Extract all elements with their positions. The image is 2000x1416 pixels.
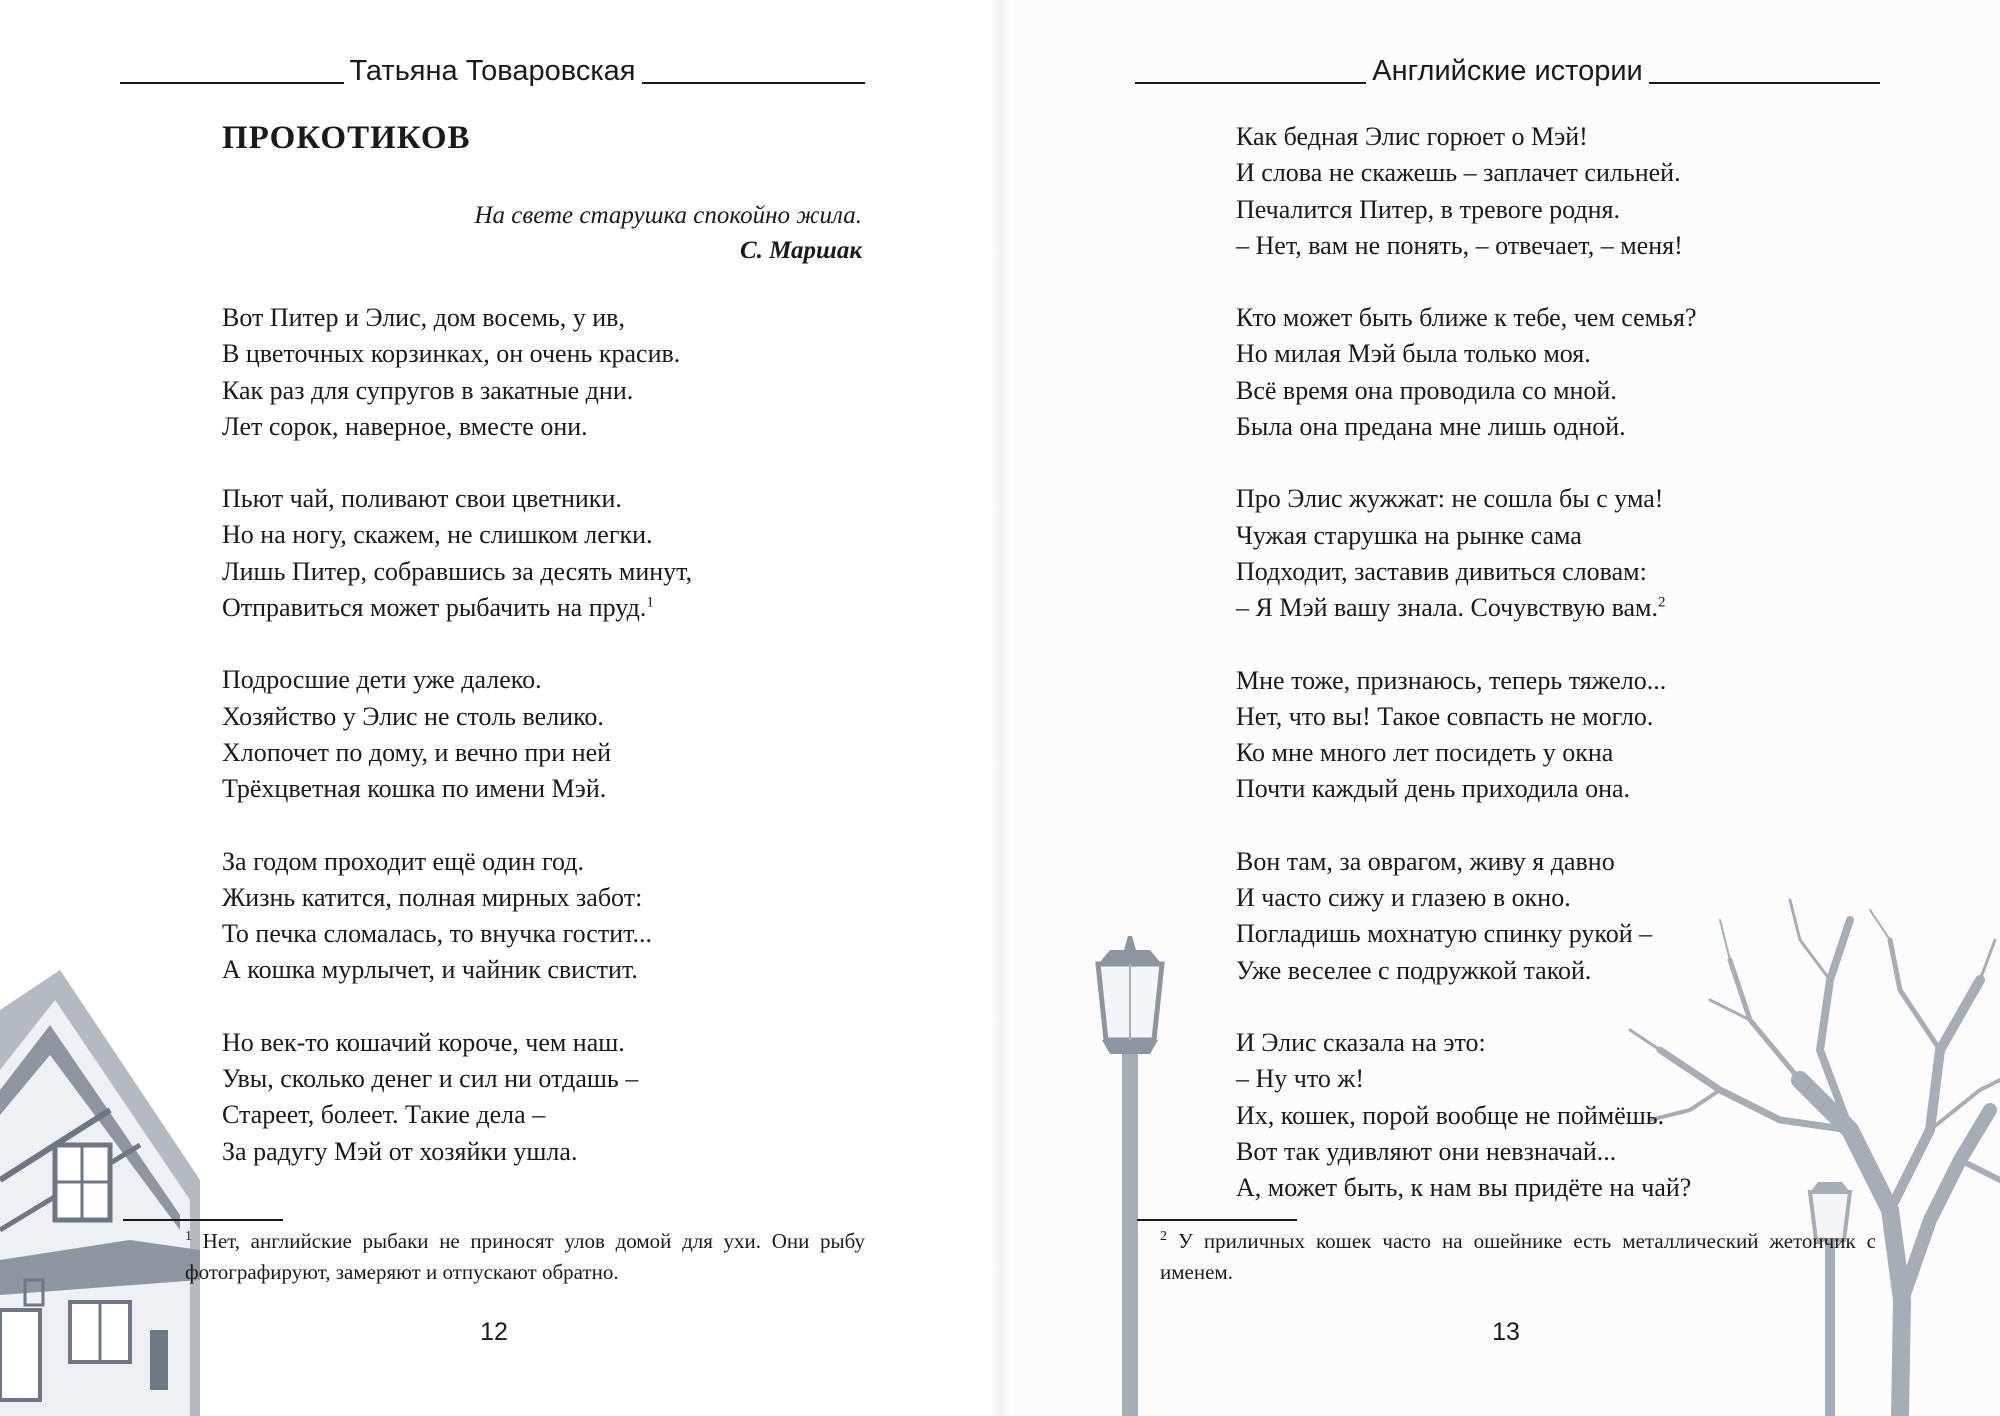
header-rule-right (642, 82, 866, 84)
verse-line: Хозяйство у Элис не столь велико. (222, 701, 604, 731)
poem-verse-left (222, 300, 692, 1206)
footnote-mark: 1 (185, 1229, 192, 1244)
verse-line-with-footnote (1236, 590, 1696, 626)
header-rule-left (120, 82, 344, 84)
verse-line: Их, кошек, порой вообще не поймёшь. (1236, 1100, 1665, 1130)
epigraph (300, 198, 862, 268)
verse-line: Про Элис жужжат: не сошла бы с ума! (1236, 484, 1664, 514)
verse-line: И слова не скажешь – заплачет сильней. (1236, 158, 1681, 188)
running-header (1135, 48, 1880, 88)
verse-line: Вон там, за оврагом, живу я давно (1236, 846, 1615, 876)
verse-line: За радугу Мэй от хозяйки ушла. (222, 1136, 578, 1166)
verse-line: Уже веселее с подружкой такой. (1236, 955, 1592, 985)
stanza (222, 1025, 692, 1170)
footnote (1160, 1226, 1876, 1288)
verse-line: Как бедная Элис горюет о Мэй! (1236, 122, 1588, 151)
footnote-separator (123, 1219, 283, 1221)
verse-line: Стареет, болеет. Такие дела – (222, 1100, 546, 1130)
verse-line: Печалится Питер, в тревоге родня. (1236, 194, 1620, 224)
verse-line: И Элис сказала на это: (1236, 1027, 1486, 1057)
epigraph-line: На свете старушка спокойно жила. (474, 202, 862, 229)
stanza (222, 844, 692, 989)
verse-line: И часто сижу и глазею в окно. (1236, 883, 1571, 913)
footnote-mark: 2 (1160, 1229, 1167, 1244)
running-header-book-title: Английские истории (1372, 55, 1643, 87)
verse-line: Чужая старушка на рынке сама (1236, 520, 1582, 550)
verse-line: Была она предана мне лишь одной. (1236, 412, 1626, 442)
stanza (1236, 663, 1696, 808)
epigraph-author: С. Маршак (739, 237, 862, 264)
stanza (222, 662, 692, 807)
verse-line-text: – Я Мэй вашу знала. Сочувствую вам. (1236, 593, 1659, 623)
verse-line: То печка сломалась, то внучка гостит... (222, 919, 653, 949)
verse-line: Лет сорок, наверное, вместе они. (222, 411, 588, 441)
verse-line-text: Отправиться может рыбачить на пруд. (222, 593, 647, 623)
verse-line: Вот так удивляют они невзначай... (1236, 1136, 1617, 1166)
poem-verse-right (1236, 119, 1696, 1242)
house-illustration (0, 930, 200, 1416)
verse-line: В цветочных корзинках, он очень красив. (222, 339, 681, 369)
stanza (222, 300, 692, 445)
footnote-separator (1137, 1219, 1297, 1221)
verse-line: За годом проходит ещё один год. (222, 846, 584, 876)
stanza (1236, 844, 1696, 989)
footnote (185, 1226, 865, 1288)
verse-line: Но век-то кошачий короче, чем наш. (222, 1027, 625, 1057)
header-rule-left (1135, 82, 1366, 84)
stanza (1236, 1025, 1696, 1206)
verse-line: Вот Питер и Элис, дом восемь, у ив, (222, 303, 625, 332)
small-lamp-illustration (1800, 1180, 1860, 1416)
verse-line: Подросшие дети уже далеко. (222, 665, 542, 695)
stanza (1236, 300, 1696, 445)
book-gutter (990, 0, 1010, 1416)
street-lamp-illustration (1080, 930, 1200, 1416)
stanza (1236, 481, 1696, 626)
verse-line: Кто может быть ближе к тебе, чем семья? (1236, 303, 1697, 333)
verse-line: А, может быть, к нам вы придёте на чай? (1236, 1173, 1692, 1203)
verse-line: Нет, что вы! Такое совпасть не могло. (1236, 701, 1654, 731)
verse-line: – Ну что ж! (1236, 1064, 1364, 1094)
running-header (120, 48, 865, 88)
verse-line: Хлопочет по дому, и вечно при ней (222, 737, 612, 767)
verse-line: Подходит, заставив дивиться словам: (1236, 556, 1647, 586)
verse-line: Лишь Питер, собравшись за десять минут, (222, 556, 693, 586)
verse-line: Но на ногу, скажем, не слишком легки. (222, 520, 653, 550)
page-number: 13 (1492, 1318, 1520, 1346)
stanza (1236, 119, 1696, 264)
verse-line: Пьют чай, поливают свои цветники. (222, 484, 622, 514)
footnote-text: Нет, английские рыбаки не приносят улов домой для ухи. Они рыбу фотографируют, замеряют и отпускают обратно. (185, 1229, 865, 1284)
stanza (222, 481, 692, 626)
footnote-reference: 1 (646, 594, 654, 611)
verse-line: Всё время она проводила со мной. (1236, 375, 1617, 405)
verse-line: Но милая Мэй была только моя. (1236, 339, 1591, 369)
footnote-reference: 2 (1658, 594, 1666, 611)
verse-line-with-footnote (222, 590, 692, 626)
verse-line: Как раз для супругов в закатные дни. (222, 375, 634, 405)
header-rule-right (1649, 82, 1880, 84)
verse-line: Мне тоже, признаюсь, теперь тяжело... (1236, 665, 1667, 695)
verse-line: Ко мне много лет посидеть у окна (1236, 738, 1614, 768)
verse-line: Почти каждый день приходила она. (1236, 774, 1631, 804)
right-page (1000, 0, 2000, 1416)
verse-line: Жизнь катится, полная мирных забот: (222, 882, 643, 912)
verse-line: – Нет, вам не понять, – отвечает, – меня! (1236, 230, 1683, 260)
footnote-text: У приличных кошек часто на ошейнике есть металлический жетончик с именем. (1160, 1229, 1876, 1284)
verse-line: Погладишь мохнатую спинку рукой – (1236, 919, 1653, 949)
page-number: 12 (480, 1318, 508, 1346)
verse-line: А кошка мурлычет, и чайник свистит. (222, 955, 638, 985)
verse-line: Увы, сколько денег и сил ни отдашь – (222, 1064, 639, 1094)
verse-line: Трёхцветная кошка по имени Мэй. (222, 774, 607, 804)
running-header-author: Татьяна Товаровская (349, 55, 636, 87)
poem-title: ПРОКОТИКОВ (222, 120, 471, 156)
